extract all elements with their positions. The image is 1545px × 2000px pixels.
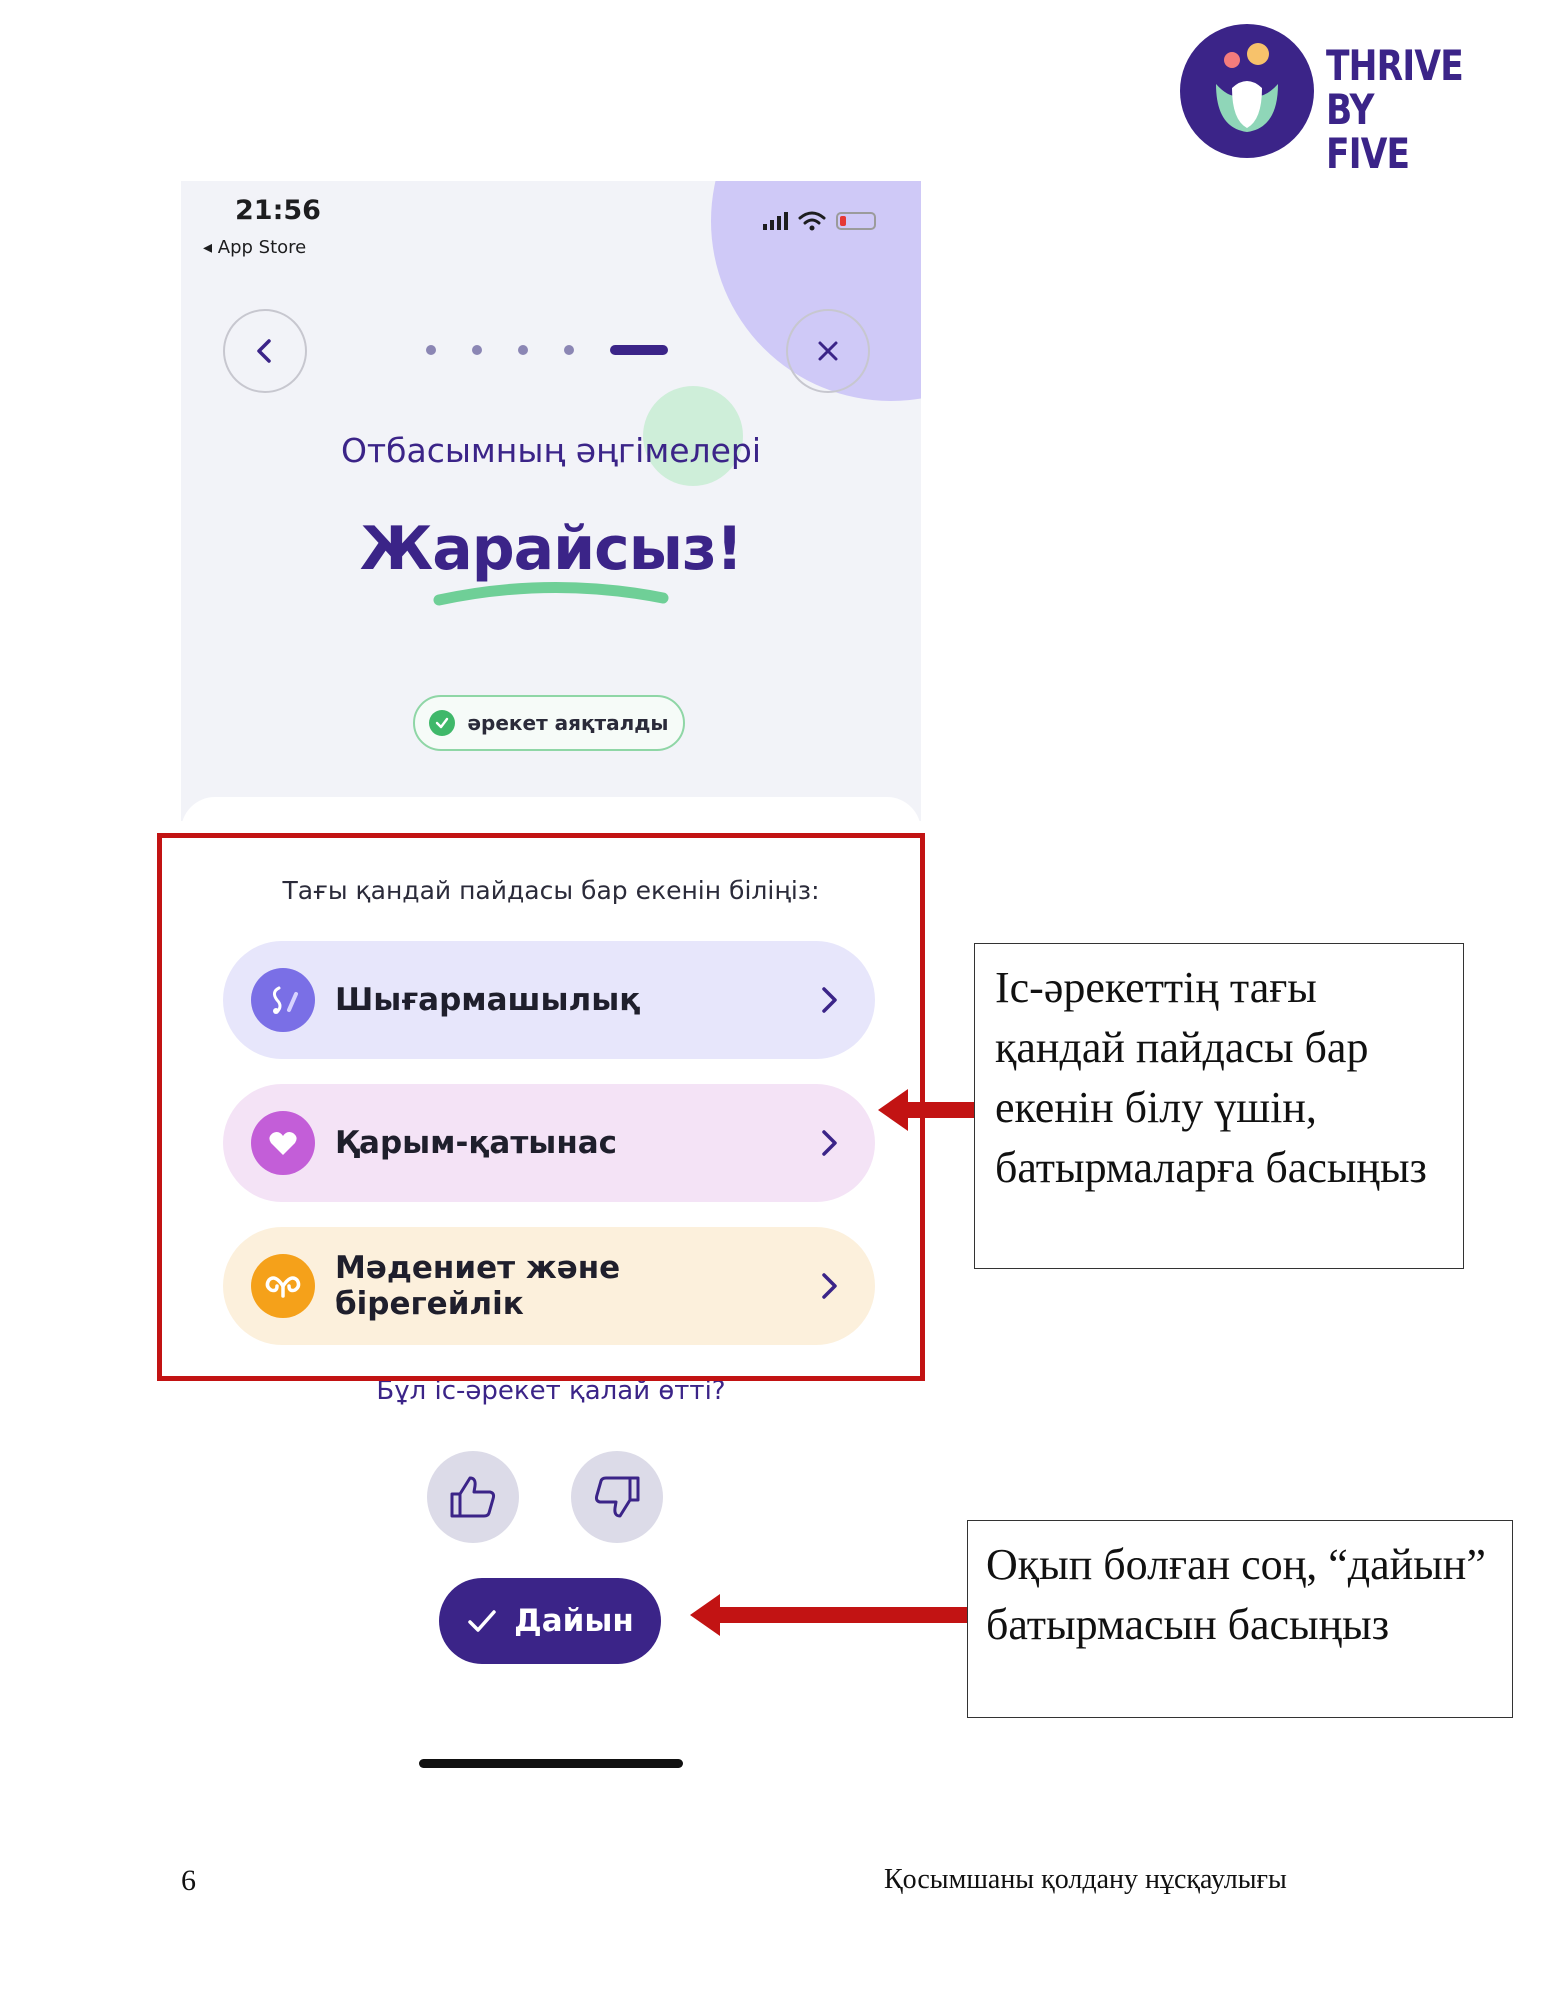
benefit-label: Мәдениет және бірегейлік (335, 1250, 621, 1322)
close-button[interactable] (786, 309, 870, 393)
activity-title: Жарайсыз! (359, 514, 743, 584)
document-title: Қосымшаны қолдану нұсқаулығы (884, 1864, 1287, 1895)
chevron-left-icon (250, 336, 280, 366)
progress-dot (564, 345, 574, 355)
benefit-label: Қарым-қатынас (335, 1125, 618, 1161)
signal-icon (763, 212, 788, 230)
annotation-note-done: Оқып болған соң, “дайын” батырмасын басыңыз (967, 1520, 1513, 1718)
check-icon (466, 1607, 498, 1635)
thumbs-down-icon (590, 1472, 644, 1522)
status-badge-label: әрекет аяқталды (467, 711, 669, 735)
logo-wordmark (1326, 41, 1463, 178)
progress-dot-active (610, 345, 668, 355)
progress-dot (472, 345, 482, 355)
wifi-icon (798, 211, 826, 231)
page-number: 6 (181, 1864, 196, 1897)
home-indicator (419, 1759, 683, 1768)
thrive-by-five-logo (1180, 22, 1480, 178)
status-time: 21:56 (235, 195, 321, 226)
logo-line-2: BY FIVE (1326, 85, 1410, 178)
done-button-label: Дайын (514, 1603, 634, 1639)
benefits-heading: Тағы қандай пайдасы бар екенін біліңіз: (282, 876, 820, 905)
header-area (181, 181, 921, 821)
status-icons (763, 211, 876, 231)
thumbs-up-icon (446, 1472, 500, 1522)
logo-line-1: THRIVE (1326, 41, 1463, 90)
progress-dot (426, 345, 436, 355)
benefit-label: Шығармашылық (335, 982, 641, 1018)
back-button[interactable] (223, 309, 307, 393)
title-underline (431, 576, 671, 610)
close-icon (814, 337, 842, 365)
thumbs-up-button[interactable] (427, 1451, 519, 1543)
tulip-icon (1180, 24, 1314, 158)
arrow-left-icon (690, 1590, 970, 1640)
check-circle-icon (429, 710, 455, 736)
progress-indicator (426, 345, 668, 355)
rating-question: Бұл іс-әрекет қалай өтті? (376, 1376, 726, 1406)
back-to-app-store-link[interactable]: ◂ App Store (203, 237, 307, 258)
thumbs-down-button[interactable] (571, 1451, 663, 1543)
annotation-note-benefits: Іс-әрекеттің тағы қандай пайдасы бар екенін білу үшін, батырмаларға басыңыз (974, 943, 1464, 1269)
battery-icon (836, 212, 876, 230)
status-badge (413, 695, 685, 751)
logo-mark (1180, 24, 1314, 158)
activity-subtitle: Отбасымның әңгімелері (340, 431, 762, 470)
done-button[interactable] (439, 1578, 661, 1664)
arrow-left-icon (878, 1085, 978, 1135)
progress-dot (518, 345, 528, 355)
highlight-box (157, 833, 925, 1381)
